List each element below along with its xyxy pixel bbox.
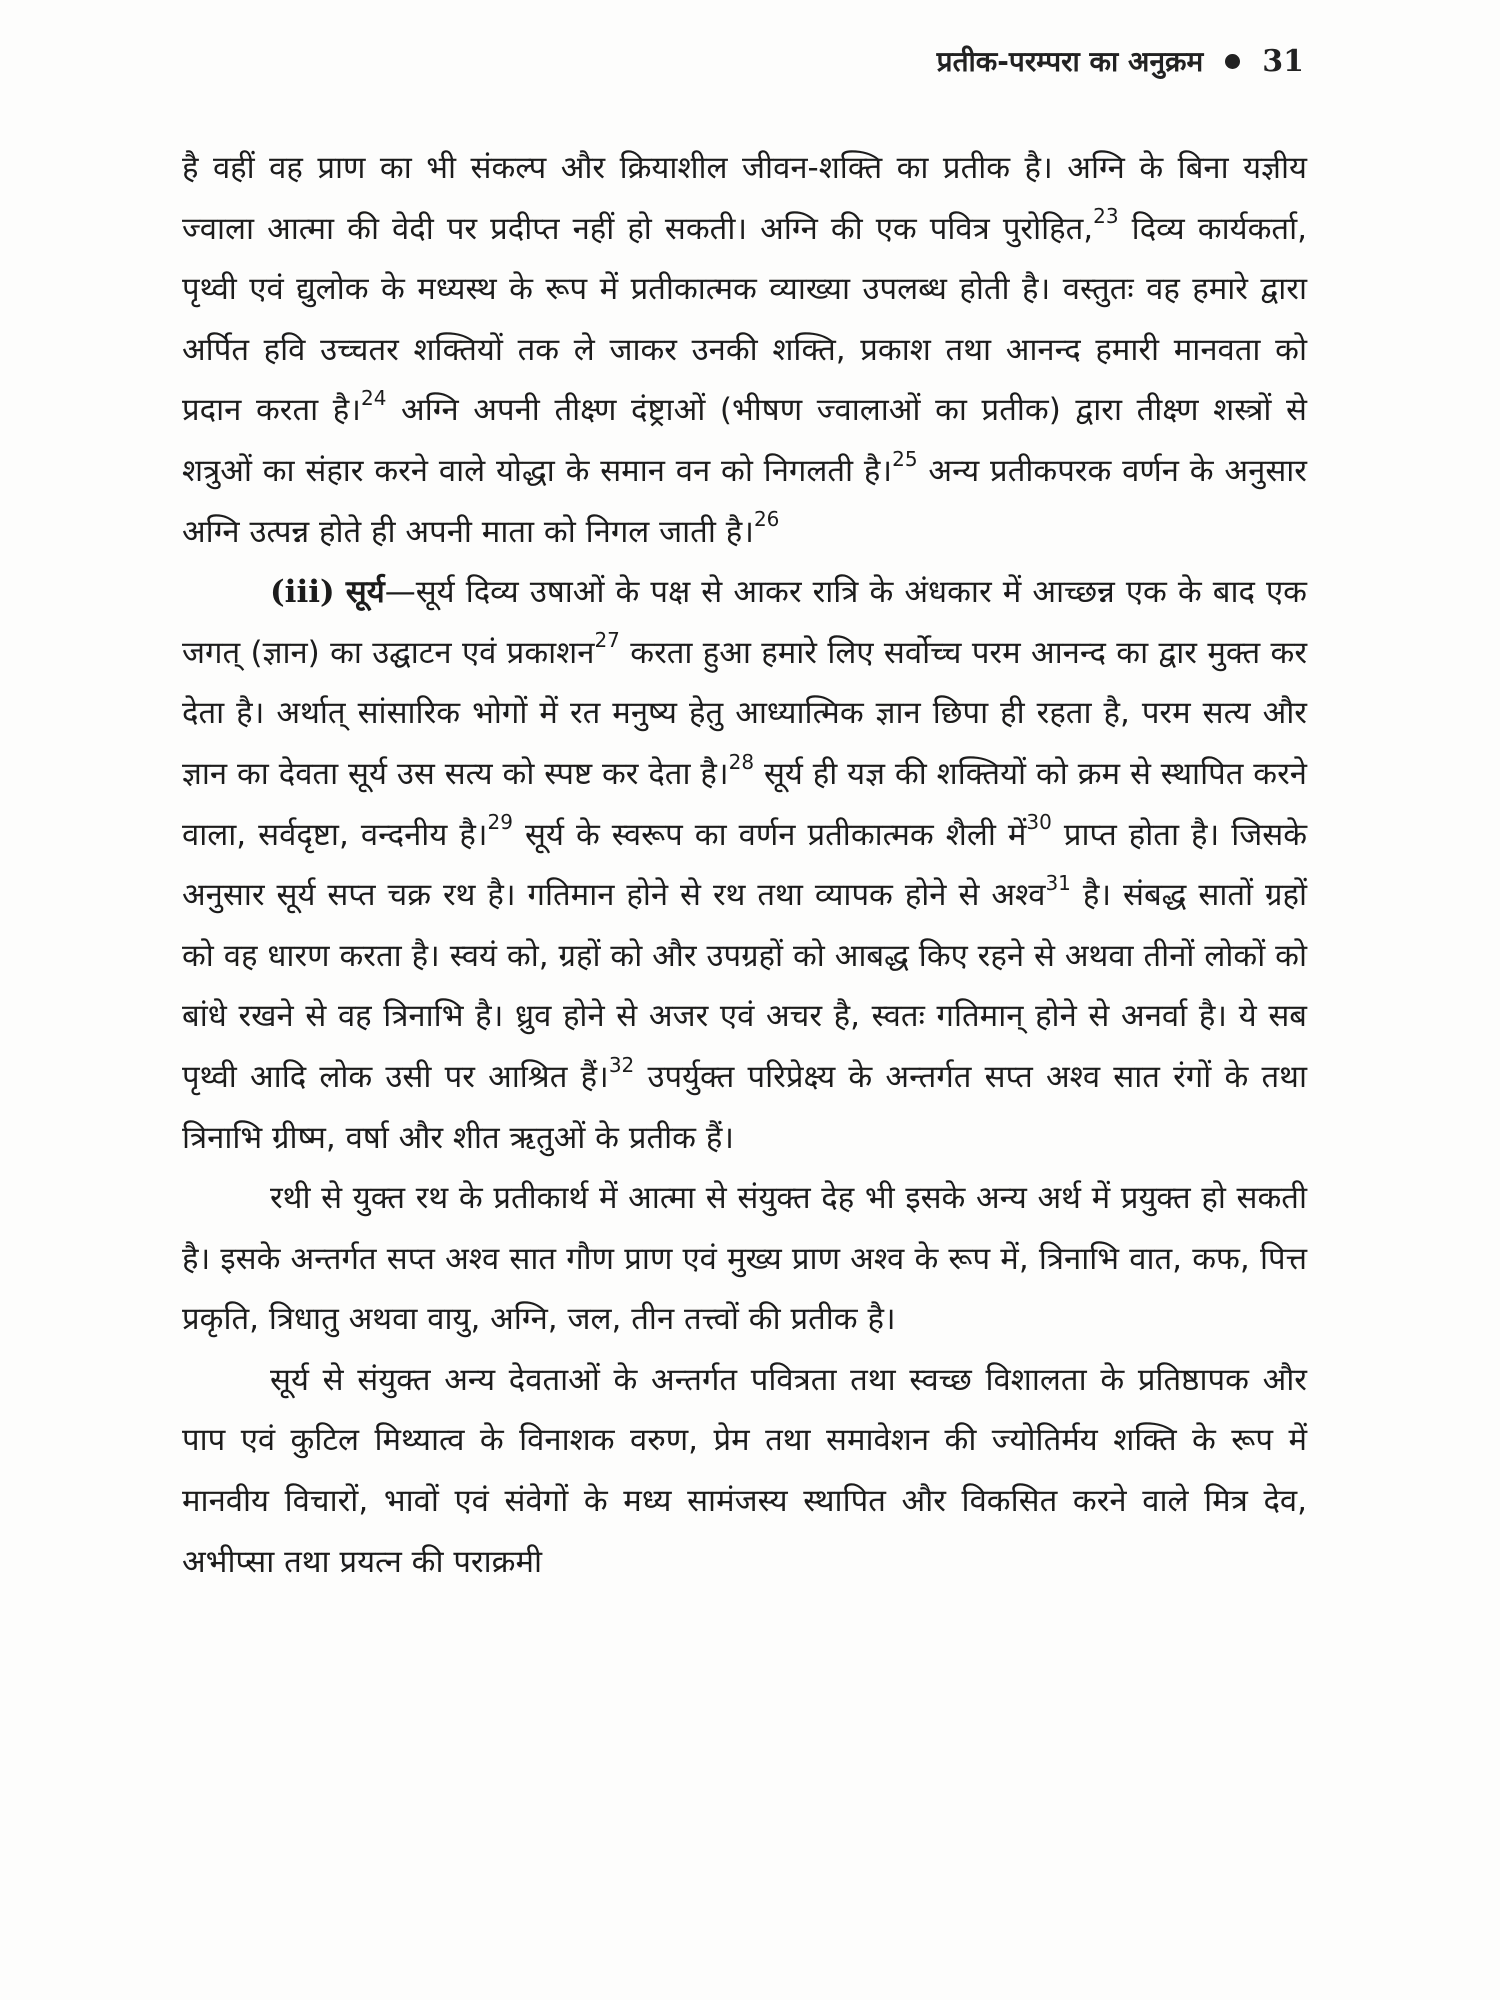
paragraph-surya — [182, 562, 1307, 1168]
text-segment: उपर्युक्त परिप्रेक्ष्य के अन्तर्गत सप्त अश्व सात रंगों के तथा त्रिनाभि ग्रीष्म, वर्षा और शीत ऋतुओं के प्रतीक हैं। — [182, 1058, 1307, 1156]
section-number: (iii) — [270, 574, 335, 611]
text-segment: सूर्य ही यज्ञ की शक्तियों को क्रम से स्थापित करने वाला, सर्वदृष्टा, वन्दनीय है। — [182, 755, 1307, 853]
text-segment: करता हुआ हमारे लिए सर्वोच्च परम आनन्द का द्वार मुक्त कर देता है। अर्थात् सांसारिक भोगों में रत मनुष्य हेतु आध्यात्मिक ज्ञान छिपा ही रहता है, परम सत्य और ज्ञान का देवता सूर्य उस सत्य को स्पष्ट कर देता है। — [182, 634, 1307, 792]
text-segment: दिव्य कार्यकर्ता, पृथ्वी एवं द्युलोक के मध्यस्थ के रूप में प्रतीकात्मक व्याख्या उपलब्ध होती है। वस्तुतः वह हमारे द्वारा अर्पित हवि उच्चतर शक्तियों तक ले जाकर उनकी शक्ति, प्रकाश तथा आनन्द हमारी मानवता को प्रदान करता है। — [182, 210, 1307, 429]
paragraph-rathi: रथी से युक्त रथ के प्रतीकार्थ में आत्मा से संयुक्त देह भी इसके अन्य अर्थ में प्रयुक्त हो सकती है। इसके अन्तर्गत सप्त अश्व सात गौण प्राण एवं मुख्य प्राण अश्व के रूप में, त्रिनाभि वात, कफ, पित्त प्रकृति, त्रिधातु अथवा वायु, अग्नि, जल, तीन तत्त्वों की प्रतीक है। — [182, 1180, 1307, 1338]
paragraph-deities: सूर्य से संयुक्त अन्य देवताओं के अन्तर्गत पवित्रता तथा स्वच्छ विशालता के प्रतिष्ठापक और पाप एवं कुटिल मिथ्यात्व के विनाशक वरुण, प्रेम तथा समावेशन की ज्योतिर्मय शक्ति के रूप में मानवीय विचारों, भावों एवं संवेगों के मध्य सामंजस्य स्थापित और विकसित करने वाले मित्र देव, अभीप्सा तथा प्रयत्न की पराक्रमी — [182, 1361, 1307, 1580]
section-heading: सूर्य — [345, 574, 385, 611]
running-title: प्रतीक-परम्परा का अनुक्रम — [936, 45, 1204, 78]
text-segment: सूर्य के स्वरूप का वर्णन प्रतीकात्मक शैली में — [513, 816, 1027, 853]
footnote-ref: 25 — [892, 446, 918, 471]
text-segment: प्राप्त होता है। जिसके अनुसार सूर्य सप्त चक्र रथ है। गतिमान होने से रथ तथा व्यापक होने से अश्व — [182, 816, 1307, 914]
footnote-ref: 27 — [594, 628, 620, 653]
text-segment: अग्नि अपनी तीक्ष्ण दंष्ट्राओं (भीषण ज्वालाओं का प्रतीक) द्वारा तीक्ष्ण शस्त्रों से शत्रुओं का संहार करने वाले योद्धा के समान वन को निगलती है। — [182, 392, 1307, 489]
text-segment: —सूर्य दिव्य उषाओं के पक्ष से आकर रात्रि के अंधकार में आच्छन्न एक के बाद एक जगत् (ज्ञान) का उद्घाटन एवं प्रकाशन — [182, 574, 1307, 671]
page-number: 31 — [1262, 43, 1304, 79]
footnote-ref: 24 — [360, 386, 387, 411]
footnote-ref: 31 — [1045, 870, 1071, 895]
text-segment: अन्य प्रतीकपरक वर्णन के अनुसार अग्नि उत्पन्न होते ही अपनी माता को निगल जाती है। — [182, 452, 1307, 550]
footnote-ref: 32 — [608, 1052, 635, 1077]
body-text — [182, 138, 1307, 1592]
text-segment: है वहीं वह प्राण का भी संकल्प और क्रियाशील जीवन-शक्ति का प्रतीक है। अग्नि के बिना यज्ञीय ज्वाला आत्मा की वेदी पर प्रदीप्त नहीं हो सकती। अग्नि की एक पवित्र पुरोहित, — [182, 150, 1307, 247]
footnote-ref: 26 — [753, 507, 780, 532]
footnote-ref: 23 — [1093, 204, 1119, 229]
footnote-ref: 28 — [728, 749, 755, 774]
text-segment: है। संबद्ध सातों ग्रहों को वह धारण करता है। स्वयं को, ग्रहों को और उपग्रहों को आबद्ध किए रहने से अथवा तीनों लोकों को बांधे रखने से वह त्रिनाभि है। ध्रुव होने से अजर एवं अचर है, स्वतः गतिमान् होने से अनर्वा है। ये सब पृथ्वी आदि लोक उसी पर आश्रित हैं। — [182, 877, 1307, 1095]
bullet-separator-icon — [1225, 54, 1240, 69]
footnote-ref: 29 — [487, 810, 513, 835]
paragraph-agni — [182, 138, 1307, 562]
footnote-ref: 30 — [1026, 810, 1052, 835]
running-header — [937, 42, 1304, 80]
